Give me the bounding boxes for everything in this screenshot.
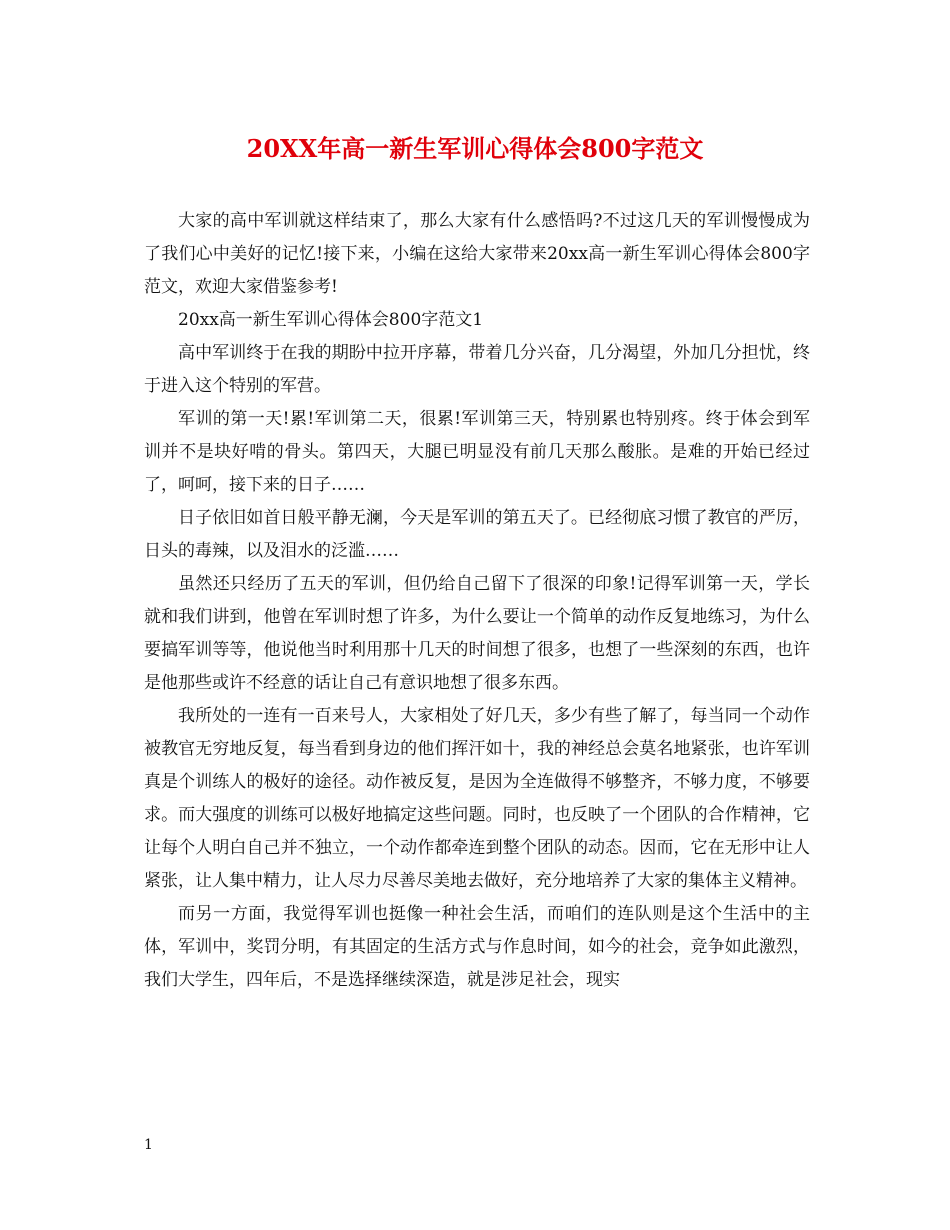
paragraph: 我所处的一连有一百来号人，大家相处了好几天，多少有些了解了，每当同一个动作被教官无穷地反复，每当看到身边的他们挥汗如十，我的神经总会莫名地紧张，也许军训真是个训练人的极好的途径。动作被反复，是因为全连做得不够整齐，不够力度，不够要求。而大强度的训练可以极好地搞定这些问题。同时，也反映了一个团队的合作精神，它让每个人明白自己并不独立，一个动作都牵连到整个团队的动态。因而，它在无形中让人紧张，让人集中精力，让人尽力尽善尽美地去做好，充分地培养了大家的集体主义精神。: [144, 706, 810, 891]
paragraph: 日子依旧如首日般平静无澜，今天是军训的第五天了。已经彻底习惯了教官的严厉，日头的毒辣，以及泪水的泛滥……: [144, 508, 810, 561]
paragraph: 高中军训终于在我的期盼中拉开序幕，带着几分兴奋，几分渴望，外加几分担忧，终于进入这个特别的军营。: [144, 343, 810, 396]
paragraph: 而另一方面，我觉得军训也挺像一种社会生活，而咱们的连队则是这个生活中的主体，军训中，奖罚分明，有其固定的生活方式与作息时间，如今的社会，竞争如此激烈，我们大学生，四年后，不是选择继续深造，就是涉足社会，现实: [144, 904, 810, 990]
document-body: [144, 205, 810, 997]
section-heading: 20xx高一新生军训心得体会800字范文1: [178, 310, 484, 330]
paragraph-intro: 大家的高中军训就这样结束了，那么大家有什么感悟吗?不过这几天的军训慢慢成为了我们心中美好的记忆!接下来，小编在这给大家带来20xx高一新生军训心得体会800字范文，欢迎大家借鉴参考!: [144, 211, 810, 297]
page-number: 1: [144, 1137, 153, 1153]
paragraph: 虽然还只经历了五天的军训，但仍给自己留下了很深的印象!记得军训第一天，学长就和我们讲到，他曾在军训时想了许多，为什么要让一个简单的动作反复地练习，为什么要搞军训等等，他说他当时利用那十几天的时间想了很多，也想了一些深刻的东西，也许是他那些或许不经意的话让自己有意识地想了很多东西。: [144, 574, 810, 693]
document-title: 20XX年高一新生军训心得体会800字范文: [246, 134, 704, 163]
paragraph: 军训的第一天!累!军训第二天，很累!军训第三天，特别累也特别疼。终于体会到军训并不是块好啃的骨头。第四天，大腿已明显没有前几天那么酸胀。是难的开始已经过了，呵呵，接下来的日子……: [144, 409, 810, 495]
